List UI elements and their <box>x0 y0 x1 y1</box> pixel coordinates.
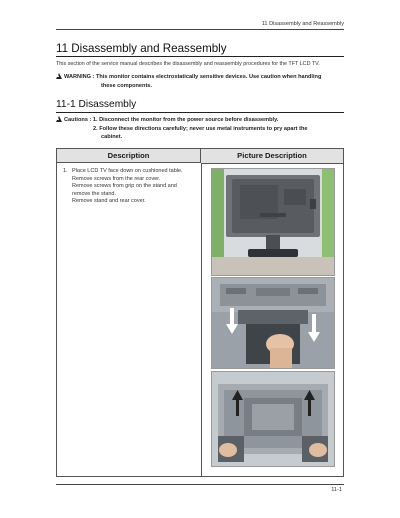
header-rule <box>56 29 344 30</box>
chapter-rule <box>56 56 344 57</box>
photo-tv-rear <box>211 168 335 276</box>
warning-note <box>56 72 356 91</box>
section-title: 11-1 Disassembly <box>56 99 137 110</box>
caution-line-2: 2. Follow these directions carefully; never use metal instruments to pry apart the <box>93 125 308 132</box>
intro-text: This section of the service manual describes the disassembly and reassembly procedures for the TFT LCD TV. <box>56 61 320 67</box>
column-divider <box>201 163 202 476</box>
step-line: Remove screws from grip on the stand and <box>72 183 177 190</box>
cautions-note <box>56 115 356 142</box>
photo-rear-cover-removal <box>211 371 335 467</box>
caution-line-1: Cautions : 1. Disconnect the monitor from the power source before disassembly. <box>64 117 279 123</box>
page-number: 11-1 <box>331 487 342 493</box>
column-header-description: Description <box>57 149 201 163</box>
running-header: 11 Disassembly and Reassembly <box>261 21 344 27</box>
procedure-table <box>56 148 344 477</box>
caution-icon <box>56 116 62 122</box>
step-line: remove the stand. <box>72 190 117 197</box>
column-header-picture: Picture Description <box>201 149 343 164</box>
warning-line-1: WARNING : This monitor contains electrostatically sensitive devices. Use caution when handling <box>64 74 322 80</box>
step-line: Remove screws from the rear cover. <box>72 175 161 182</box>
step-line: Place LCD TV face down on cushioned table. <box>72 168 183 174</box>
warning-icon <box>56 73 62 79</box>
step-1 <box>63 168 197 206</box>
footer-rule <box>56 484 344 485</box>
step-number: 1. <box>63 168 68 174</box>
step-line: Remove stand and rear cover. <box>72 198 146 205</box>
photo-stand-removal <box>211 277 335 369</box>
caution-line-3: cabinet. <box>101 134 123 141</box>
section-rule <box>56 112 344 113</box>
warning-line-2: these components. <box>101 83 152 89</box>
chapter-title: 11 Disassembly and Reassembly <box>56 42 227 55</box>
